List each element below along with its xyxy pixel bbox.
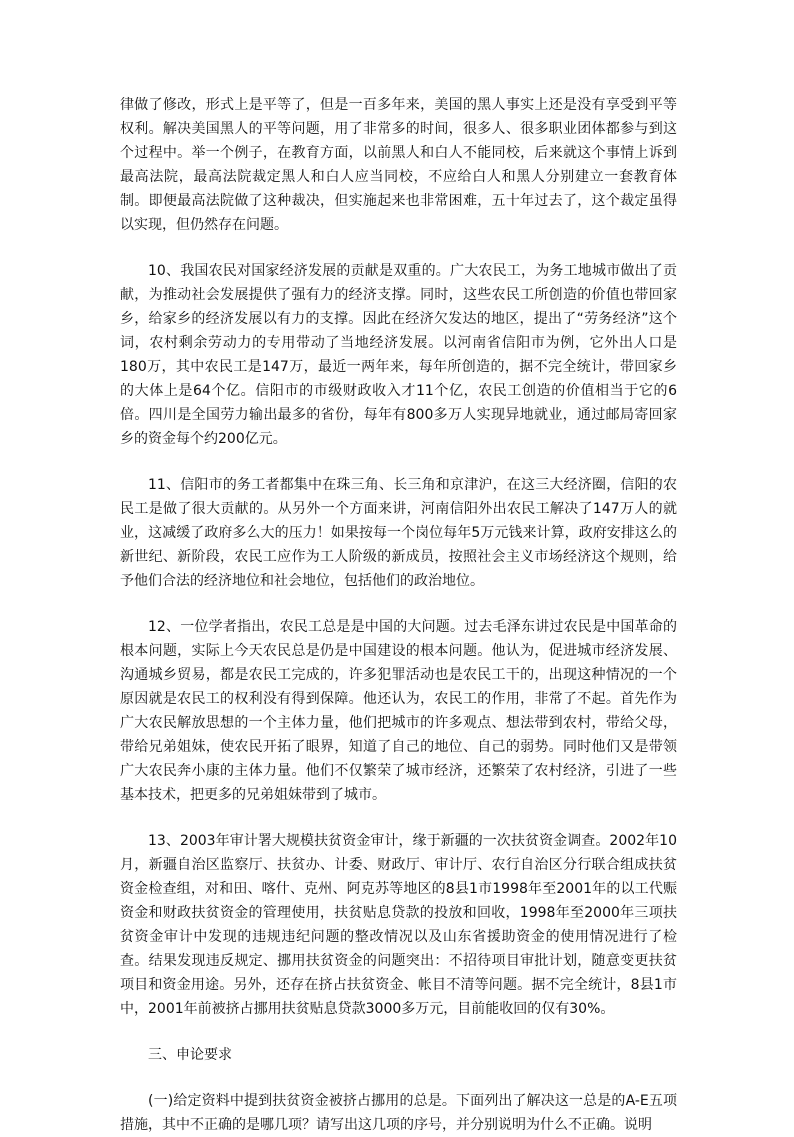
paragraph-item-12: 12、一位学者指出，农民工总是是中国的大问题。过去毛泽东讲过农民是中国革命的根本问题，实际上今天农民总是仍是中国建设的根本问题。他认为，促进城市经济发展、沟通城乡贸易，都是农民工完成的，许多犯罪活动也是农民工干的，出现这种情况的一个原因就是农民工的权利没有得到保障。他还认为，农民工的作用，非常了不起。首先作为广大农民解放思想的一个主体力量，他们把城市的许多观点、想法带到农村，带给父母，带给兄弟姐妹，使农民开拓了眼界，知道了自己的地位、自己的弱势。同时他们又是带领广大农民奔小康的主体力量。他们不仅繁荣了城市经济，还繁荣了农村经济，引进了一些基本技术，把更多的兄弟姐妹带到了城市。 — [120, 619, 677, 803]
paragraph-gap — [120, 1067, 677, 1089]
section-heading: 三、申论要求 — [148, 1047, 232, 1063]
paragraph-item-10: 10、我国农民对国家经济发展的贡献是双重的。广大农民工，为务工地城市做出了贡献，为推动社会发展提供了强有力的经济支撑。同时，这些农民工所创造的价值也带回家乡，给家乡的经济发展以有力的支撑。因此在经济欠发达的地区，提出了“劳务经济”这个词，农村剩余劳动力的专用带动了当地经济发展。以河南省信阳市为例，它外出人口是180万，其中农民工是147万，最近一两年来，每年所创造的，据不完全统计，带回家乡的大体上是64个亿。信阳市的市级财政收入才11个亿，农民工创造的价值相当于它的6倍。四川是全国劳力输出最多的省份，每年有800多万人实现异地就业，通过邮局寄回家乡的资金每个约200亿元。 — [120, 263, 677, 447]
paragraph-gap — [120, 593, 677, 615]
question-paragraph: (一)给定资料中提到扶贫资金被挤占挪用的总是。下面列出了解决这一总是的A-E五项措施，其中不正确的是哪几项？请写出这几项的序号，并分别说明为什么不正确。说明 — [120, 1093, 677, 1133]
paragraph-gap — [120, 807, 677, 829]
document-page — [120, 93, 677, 1137]
paragraph-item-13: 13、2003年审计署大规模扶贫资金审计，缘于新疆的一次扶贫资金调查。2002年10月，新疆自治区监察厅、扶贫办、计委、财政厅、审计厅、农行自治区分行联合组成扶贫资金检查组，对和田、喀什、克州、阿克苏等地区的8县1市1998年至2001年的以工代赈资金和财政扶贫资金的管理使用，扶贫贴息贷款的投放和回收，1998年至2000年三项扶贫资金审计中发现的违规违纪问题的整改情况以及山东省援助资金的使用情况进行了检查。结果发现违反规定、挪用扶贫资金的问题突出：不招待项目审批计划，随意变更扶贫项目和资金用途。另外，还存在挤占扶贫资金、帐目不清等问题。据不完全统计，8县1市中，2001年前被挤占挪用扶贫贴息贷款3000多万元，目前能收回的仅有30%。 — [120, 833, 677, 1017]
paragraph-gap — [120, 1021, 677, 1043]
paragraph-item-11: 11、信阳市的务工者都集中在珠三角、长三角和京津沪，在这三大经济圈，信阳的农民工是做了很大贡献的。从另外一个方面来讲，河南信阳外出农民工解决了147万人的就业，这减缓了政府多么大的压力！如果按每一个岗位每年5万元钱来计算，政府安排这么的新世纪、新阶段，农民工应作为工人阶级的新成员，按照社会主义市场经济这个规则，给予他们合法的经济地位和社会地位，包括他们的政治地位。 — [120, 477, 677, 589]
paragraph-continued: 律做了修改，形式上是平等了，但是一百多年来，美国的黑人事实上还是没有享受到平等权利。解决美国黑人的平等问题，用了非常多的时间，很多人、很多职业团体都参与到这个过程中。举一个例子，在教育方面，以前黑人和白人不能同校，后来就这个事情上诉到最高法院，最高法院裁定黑人和白人应当同校，不应给白人和黑人分别建立一套教育体制。即便最高法院做了这种裁决，但实施起来也非常困难，五十年过去了，这个裁定虽得以实现，但仍然存在问题。 — [120, 97, 677, 233]
paragraph-gap — [120, 451, 677, 473]
paragraph-gap — [120, 237, 677, 259]
